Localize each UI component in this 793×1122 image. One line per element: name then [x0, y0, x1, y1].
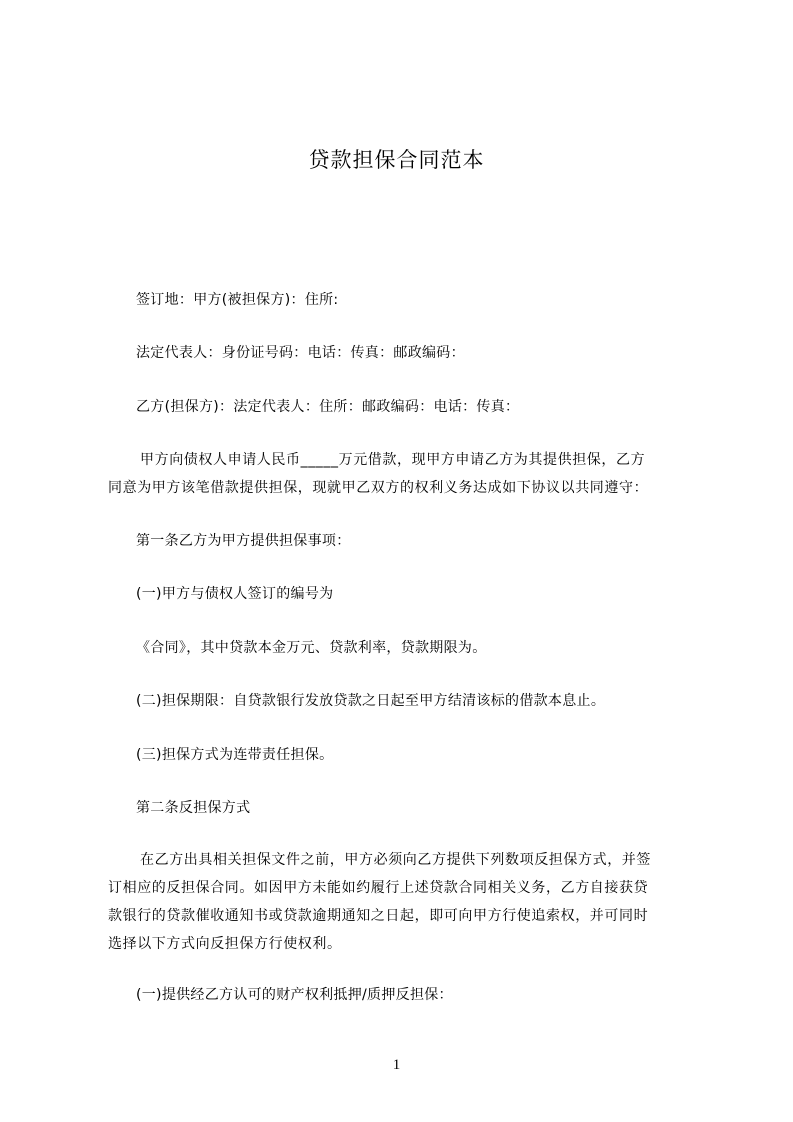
- document-title: 贷款担保合同范本: [308, 148, 485, 172]
- counter-guarantee-line-2: 订相应的反担保合同。如因甲方未能如约履行上述贷款合同相关义务，乙方自接获贷: [108, 880, 649, 896]
- counter-guarantee-line-3: 款银行的贷款催收通知书或贷款逾期通知之日起，即可向甲方行使追索权，并可同时: [108, 908, 649, 924]
- article-1-item-2: (二)担保期限：自贷款银行发放贷款之日起至甲方结清该标的借款本息止。: [136, 693, 606, 709]
- page-number: 1: [392, 1057, 401, 1073]
- paragraph-loan-application: [108, 446, 648, 502]
- article-2-heading: 第二条反担保方式: [136, 800, 251, 816]
- counter-guarantee-line-4: 选择以下方式向反担保方行使权利。: [108, 936, 342, 952]
- article-1-contract-line: 《合同》，其中贷款本金万元、贷款利率，贷款期限为。: [136, 640, 487, 656]
- paragraph-party-b: 乙方(担保方)：法定代表人：住所：邮政编码：电话：传真：: [136, 399, 520, 415]
- article-1-item-3: (三)担保方式为连带责任担保。: [136, 747, 334, 763]
- loan-application-line-1: 甲方向债权人申请人民币_____万元借款，现甲方申请乙方为其提供担保，乙方: [140, 452, 646, 468]
- counter-guarantee-line-1: 在乙方出具相关担保文件之前，甲方必须向乙方提供下列数项反担保方式，并签: [140, 852, 651, 868]
- paragraph-legal-rep-party-a: 法定代表人：身份证号码：电话：传真：邮政编码：: [136, 345, 465, 361]
- article-2-item-1: (一)提供经乙方认可的财产权利抵押/质押反担保：: [136, 987, 453, 1003]
- article-1-item-1: (一)甲方与债权人签订的编号为: [136, 586, 334, 602]
- article-1-heading: 第一条乙方为甲方提供担保事项：: [136, 533, 351, 549]
- paragraph-signing-place: 签订地：甲方(被担保方)：住所:: [136, 292, 339, 308]
- loan-application-line-2: 同意为甲方该笔借款提供担保，现就甲乙双方的权利义务达成如下协议以共同遵守：: [108, 480, 649, 496]
- paragraph-counter-guarantee: [108, 846, 651, 958]
